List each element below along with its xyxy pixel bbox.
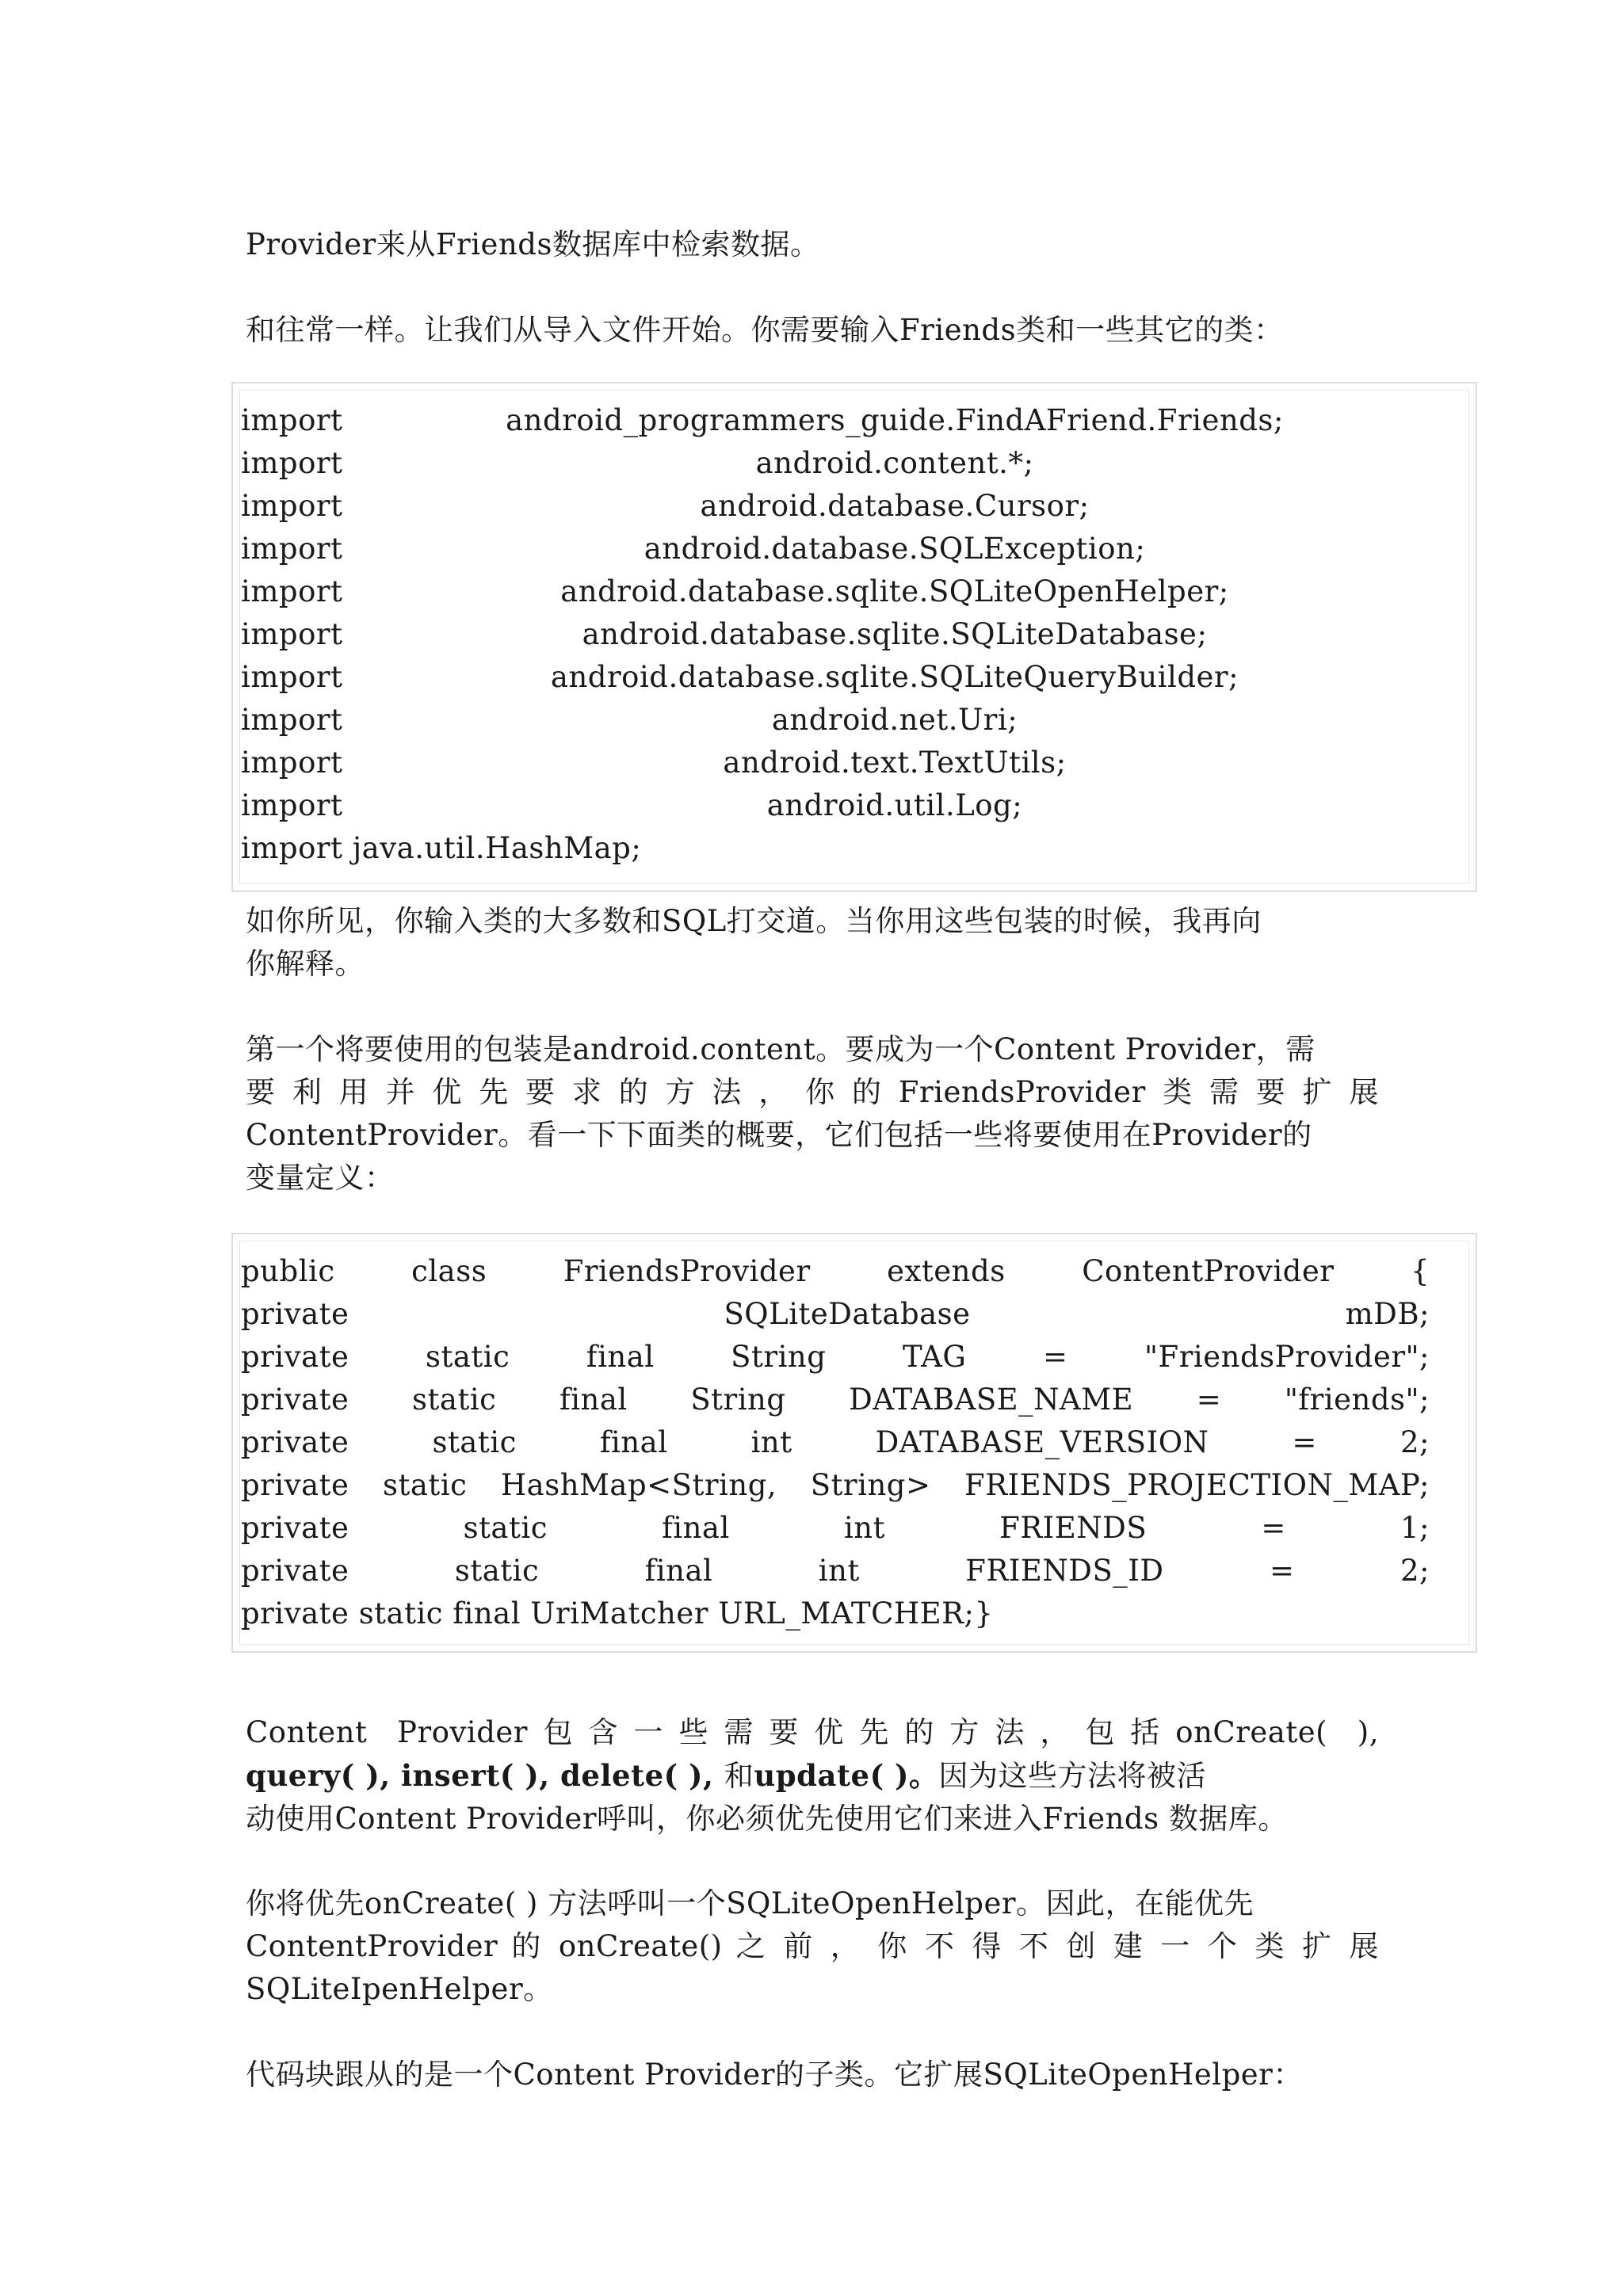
class-code-line bbox=[241, 1336, 1430, 1379]
code-token: String bbox=[690, 1383, 786, 1417]
import-line bbox=[241, 656, 1430, 699]
code-token: int bbox=[818, 1554, 860, 1588]
code-token: = bbox=[1292, 1425, 1317, 1459]
code-token: = bbox=[1261, 1511, 1286, 1545]
code-token: mDB; bbox=[1345, 1297, 1430, 1331]
code-token: FRIENDS bbox=[999, 1511, 1148, 1545]
text-line: 如你所见，你输入类的大多数和SQL打交道。当你用这些包装的时候，我再向 bbox=[246, 904, 1262, 938]
class-code-line bbox=[241, 1507, 1430, 1550]
method-list: query( ), insert( ), delete( ), bbox=[246, 1758, 714, 1793]
class-code-line bbox=[241, 1464, 1430, 1507]
paragraph-override-methods bbox=[246, 1711, 1379, 1840]
code-token: public bbox=[241, 1254, 335, 1288]
code-token: 1; bbox=[1400, 1511, 1430, 1545]
text-line: Content Provider包含一些需要优先的方法，包括onCreate( ), bbox=[246, 1715, 1379, 1749]
import-package: android.text.TextUtils; bbox=[723, 746, 1067, 780]
import-keyword: import bbox=[241, 489, 343, 523]
code-token: String bbox=[731, 1340, 827, 1374]
paragraph-imports-intro bbox=[246, 309, 1379, 352]
import-keyword: import bbox=[241, 617, 343, 651]
code-token: = bbox=[1196, 1383, 1222, 1417]
text-line: 动使用Content Provider呼叫，你必须优先使用它们来进入Friends 数据库。 bbox=[246, 1802, 1288, 1836]
paragraph-subclass bbox=[246, 2054, 1379, 2096]
code-token: = bbox=[1042, 1340, 1068, 1374]
import-keyword: import bbox=[241, 788, 343, 822]
paragraph-sql-note bbox=[246, 900, 1379, 986]
import-line-last: import java.util.HashMap; bbox=[241, 831, 642, 865]
text-line: SQLiteIpenHelper。 bbox=[246, 1972, 553, 2006]
import-line bbox=[241, 699, 1430, 742]
class-code-block bbox=[231, 1233, 1477, 1653]
code-token: DATABASE_VERSION bbox=[875, 1425, 1209, 1459]
code-token: static bbox=[425, 1340, 510, 1374]
paragraph-provider-intro bbox=[246, 223, 1379, 266]
text-line: 你解释。 bbox=[246, 947, 365, 981]
code-token: FRIENDS_PROJECTION_MAP; bbox=[964, 1468, 1430, 1502]
code-token: HashMap<String, bbox=[500, 1468, 777, 1502]
import-package: android.database.sqlite.SQLiteOpenHelper; bbox=[560, 574, 1229, 608]
code-token: int bbox=[843, 1511, 885, 1545]
code-token: final bbox=[644, 1554, 713, 1588]
class-code-lines bbox=[241, 1250, 1430, 1635]
code-token: static bbox=[412, 1383, 497, 1417]
code-token: static bbox=[432, 1425, 517, 1459]
text-line: 变量定义： bbox=[246, 1161, 395, 1195]
code-token: final bbox=[662, 1511, 730, 1545]
class-code-line bbox=[241, 1550, 1430, 1592]
code-token: SQLiteDatabase bbox=[724, 1297, 971, 1331]
code-token: FriendsProvider bbox=[563, 1254, 811, 1288]
import-line bbox=[241, 442, 1430, 485]
import-keyword: import bbox=[241, 532, 343, 566]
code-token: static bbox=[382, 1468, 468, 1502]
text-line: ContentProvider 的 onCreate() 之 前 ， 你 不 得 不 创 建 一 个 类 扩 展 bbox=[246, 1929, 1379, 1963]
code-token: FRIENDS_ID bbox=[965, 1554, 1164, 1588]
text-fragment: 因为这些方法将被活 bbox=[938, 1759, 1206, 1793]
import-line bbox=[241, 613, 1430, 656]
text-line: 代码块跟从的是一个Content Provider的子类。它扩展SQLiteOpenHelper： bbox=[246, 2058, 1303, 2092]
import-package: android.database.sqlite.SQLiteDatabase; bbox=[582, 617, 1208, 651]
code-token: DATABASE_NAME bbox=[849, 1383, 1134, 1417]
text-line: 第一个将要使用的包装是android.content。要成为一个Content Provider，需 bbox=[246, 1032, 1316, 1066]
code-token: 2; bbox=[1400, 1425, 1430, 1459]
code-token: 2; bbox=[1400, 1554, 1430, 1588]
code-token: "friends"; bbox=[1284, 1383, 1430, 1417]
import-line bbox=[241, 485, 1430, 528]
code-token: private bbox=[241, 1511, 349, 1545]
import-package: android.content.*; bbox=[755, 446, 1034, 480]
text-line: ContentProvider。看一下下面类的概要，它们包括一些将要使用在Provider的 bbox=[246, 1118, 1312, 1152]
import-line bbox=[241, 399, 1430, 442]
import-line bbox=[241, 570, 1430, 613]
paragraph-oncreate bbox=[246, 1882, 1379, 2011]
text-line: 和往常一样。让我们从导入文件开始。你需要输入Friends类和一些其它的类： bbox=[246, 313, 1284, 347]
code-token: final bbox=[599, 1425, 668, 1459]
import-keyword: import bbox=[241, 703, 343, 737]
update-method: update( )。 bbox=[754, 1758, 939, 1793]
import-package: android.database.Cursor; bbox=[700, 489, 1090, 523]
code-token: private bbox=[241, 1340, 349, 1374]
import-package: android.net.Uri; bbox=[771, 703, 1018, 737]
code-token: final bbox=[559, 1383, 628, 1417]
import-package: android_programmers_guide.FindAFriend.Friends; bbox=[506, 403, 1284, 437]
code-token: private bbox=[241, 1425, 349, 1459]
text-line bbox=[246, 1754, 1379, 1798]
import-package: android.database.sqlite.SQLiteQueryBuilder; bbox=[550, 660, 1239, 694]
code-token: private bbox=[241, 1383, 349, 1417]
code-token: "FriendsProvider"; bbox=[1144, 1340, 1430, 1374]
import-lines bbox=[241, 399, 1430, 870]
code-token: static bbox=[463, 1511, 548, 1545]
code-token: = bbox=[1270, 1554, 1295, 1588]
code-token: final bbox=[586, 1340, 655, 1374]
code-token: int bbox=[750, 1425, 792, 1459]
import-keyword: import bbox=[241, 403, 343, 437]
code-token: String> bbox=[810, 1468, 931, 1502]
code-token: class bbox=[411, 1254, 487, 1288]
paragraph-content-package bbox=[246, 1028, 1379, 1199]
conjunction-text: 和 bbox=[724, 1759, 754, 1793]
class-code-line bbox=[241, 1421, 1430, 1464]
class-code-line bbox=[241, 1293, 1430, 1336]
text-line: 要利用并优先要求的方法，你的FriendsProvider类需要扩展 bbox=[246, 1075, 1379, 1109]
class-code-line-last: private static final UriMatcher URL_MATCHER;} bbox=[241, 1596, 994, 1630]
import-package: android.database.SQLException; bbox=[643, 532, 1146, 566]
import-keyword: import bbox=[241, 660, 343, 694]
text-line: Provider来从Friends数据库中检索数据。 bbox=[246, 227, 820, 261]
code-token: extends bbox=[887, 1254, 1006, 1288]
import-line bbox=[241, 528, 1430, 570]
import-keyword: import bbox=[241, 574, 343, 608]
code-token: static bbox=[454, 1554, 540, 1588]
code-token: private bbox=[241, 1468, 349, 1502]
class-code-line bbox=[241, 1379, 1430, 1421]
import-line bbox=[241, 742, 1430, 784]
import-keyword: import bbox=[241, 746, 343, 780]
class-code-line bbox=[241, 1250, 1430, 1293]
code-token: ContentProvider bbox=[1082, 1254, 1335, 1288]
import-line bbox=[241, 784, 1430, 827]
text-line: 你将优先onCreate( ) 方法呼叫一个SQLiteOpenHelper。因此，在能优先 bbox=[246, 1886, 1254, 1920]
import-package: android.util.Log; bbox=[766, 788, 1023, 822]
import-keyword: import bbox=[241, 446, 343, 480]
import-code-block bbox=[231, 382, 1477, 892]
code-token: private bbox=[241, 1554, 349, 1588]
code-token: private bbox=[241, 1297, 349, 1331]
code-token: { bbox=[1410, 1254, 1430, 1288]
code-token: TAG bbox=[902, 1340, 967, 1374]
